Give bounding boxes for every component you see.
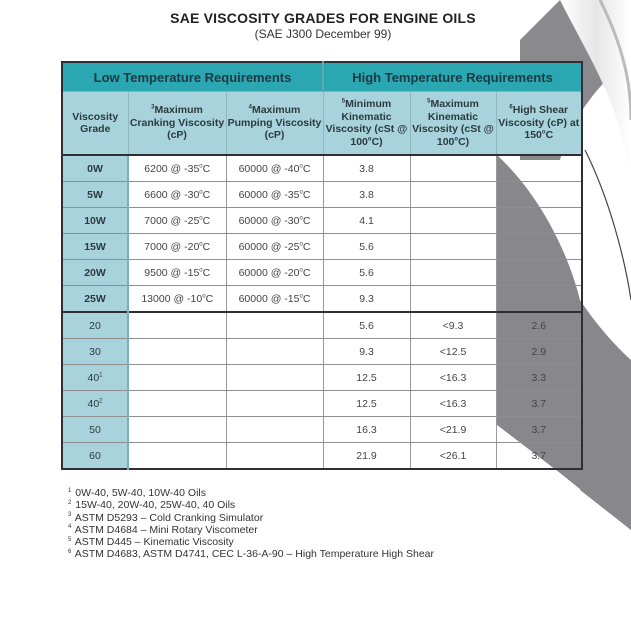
footnote-item [68, 487, 434, 499]
min-kinematic-cell: 3.8 [323, 182, 410, 208]
table-row [62, 234, 582, 260]
grade-cell [62, 365, 128, 391]
pumping-value: 60000 @ -25 [238, 240, 300, 253]
pumping-value: 60000 @ -20 [238, 266, 300, 279]
footnote-text: ASTM D4683, ASTM D4741, CEC L-36-A-90 – High Temperature High Shear [74, 548, 434, 561]
footnote-item [68, 524, 434, 536]
cranking-value: 7000 @ -25 [144, 214, 200, 227]
max-kinematic-cell [410, 234, 496, 260]
grade-value: 20 [89, 319, 101, 332]
degree-mark: o [541, 129, 546, 136]
high-shear-cell [496, 182, 582, 208]
degree-mark: o [199, 163, 203, 169]
temp-unit: C [202, 214, 211, 227]
table-row [62, 443, 582, 470]
min-kinematic-cell: 9.3 [323, 339, 410, 365]
temp-unit: C [302, 214, 311, 227]
grade-value: 30 [89, 345, 101, 358]
cranking-value: 7000 @ -20 [144, 240, 200, 253]
degree-mark: o [299, 241, 303, 247]
cranking-cell [128, 417, 226, 443]
pumping-cell [226, 365, 323, 391]
table-row [62, 155, 582, 182]
pumping-cell [226, 155, 323, 182]
high-shear-cell: 2.9 [496, 339, 582, 365]
cranking-cell [128, 155, 226, 182]
cranking-cell [128, 365, 226, 391]
footnote-marker: 1 [99, 372, 103, 378]
column-header [226, 92, 323, 156]
footnote-number: 4 [68, 524, 72, 531]
column-header-label: Maximum Kinematic Viscosity (cSt @ 100 [412, 98, 494, 148]
min-kinematic-cell: 4.1 [323, 208, 410, 234]
table-row [62, 182, 582, 208]
column-header-label: Minimum Kinematic Viscosity (cSt @ 100 [325, 98, 408, 148]
pumping-cell [226, 208, 323, 234]
pumping-cell [226, 312, 323, 339]
cranking-cell [128, 234, 226, 260]
grade-cell [62, 417, 128, 443]
column-header-label: Maximum Cranking Viscosity (cP) [129, 104, 225, 142]
degree-mark: o [299, 215, 303, 221]
column-header [62, 92, 128, 156]
high-shear-cell: 3.7 [496, 443, 582, 470]
footnote-text: ASTM D445 – Kinematic Viscosity [74, 536, 234, 549]
high-shear-cell [496, 155, 582, 182]
degree-mark: o [367, 136, 372, 142]
high-shear-cell [496, 208, 582, 234]
degree-mark: o [199, 189, 203, 195]
column-header-label: Viscosity Grade [72, 110, 119, 135]
footnote-marker: 5 [341, 98, 346, 105]
min-kinematic-cell: 16.3 [323, 417, 410, 443]
temp-unit: C [302, 292, 311, 305]
min-kinematic-cell: 12.5 [323, 365, 410, 391]
table-row [62, 286, 582, 313]
min-kinematic-cell: 5.6 [323, 312, 410, 339]
grade-cell: 10W [62, 208, 128, 234]
temp-unit: C [202, 188, 211, 201]
max-kinematic-cell: <21.9 [410, 417, 496, 443]
table-row [62, 365, 582, 391]
cranking-cell [128, 443, 226, 470]
column-header-unit: C) [458, 135, 470, 148]
cranking-value: 9500 @ -15 [144, 266, 200, 279]
table-row [62, 208, 582, 234]
high-shear-cell: 3.3 [496, 365, 582, 391]
cranking-value: 6600 @ -30 [144, 188, 200, 201]
footnote-number: 6 [68, 548, 72, 555]
min-kinematic-cell: 9.3 [323, 286, 410, 313]
pumping-value: 60000 @ -30 [238, 214, 300, 227]
degree-mark: o [454, 136, 459, 142]
degree-mark: o [199, 215, 203, 221]
high-shear-cell: 2.6 [496, 312, 582, 339]
max-kinematic-cell [410, 155, 496, 182]
footnote-number: 1 [68, 487, 72, 494]
degree-mark: o [202, 293, 206, 299]
grade-value: 40 [87, 371, 100, 384]
pumping-value: 60000 @ -15 [238, 292, 300, 305]
footnote-text: 15W-40, 20W-40, 25W-40, 40 Oils [75, 499, 236, 512]
max-kinematic-cell [410, 182, 496, 208]
pumping-cell [226, 417, 323, 443]
high-shear-cell: 3.7 [496, 391, 582, 417]
min-kinematic-cell: 5.6 [323, 260, 410, 286]
pumping-cell [226, 339, 323, 365]
column-header [410, 92, 496, 156]
column-header-unit: C [545, 129, 554, 142]
high-temperature-group-header: High Temperature Requirements [323, 62, 582, 92]
cranking-cell [128, 260, 226, 286]
max-kinematic-cell [410, 286, 496, 313]
temp-unit: C [202, 240, 211, 253]
temp-unit: C [202, 162, 211, 175]
low-temperature-group-header: Low Temperature Requirements [62, 62, 323, 92]
table-row [62, 391, 582, 417]
min-kinematic-cell: 12.5 [323, 391, 410, 417]
grade-cell: 5W [62, 182, 128, 208]
temp-unit: C [205, 292, 214, 305]
footnote-item [68, 512, 434, 524]
degree-mark: o [299, 163, 303, 169]
high-shear-cell: 3.7 [496, 417, 582, 443]
temp-unit: C [302, 266, 311, 279]
grade-cell [62, 443, 128, 470]
pumping-cell [226, 182, 323, 208]
max-kinematic-cell: <12.5 [410, 339, 496, 365]
footnote-text: 0W-40, 5W-40, 10W-40 Oils [75, 487, 206, 499]
footnote-item [68, 536, 434, 548]
cranking-cell [128, 391, 226, 417]
column-header-label: High Shear Viscosity (cP) at 150 [498, 104, 580, 142]
min-kinematic-cell: 21.9 [323, 443, 410, 470]
min-kinematic-cell: 3.8 [323, 155, 410, 182]
cranking-cell [128, 339, 226, 365]
winter-grades-section [62, 155, 582, 312]
footnote-marker: 2 [99, 398, 103, 404]
max-kinematic-cell [410, 208, 496, 234]
pumping-cell [226, 260, 323, 286]
degree-mark: o [199, 267, 203, 273]
footnote-marker: 3 [151, 104, 155, 111]
cranking-value: 13000 @ -10 [141, 292, 203, 305]
cranking-cell [128, 208, 226, 234]
temp-unit: C [202, 266, 211, 279]
column-header [323, 92, 410, 156]
temp-unit: C [302, 240, 311, 253]
pumping-value: 60000 @ -40 [238, 162, 300, 175]
cranking-value: 6200 @ -35 [144, 162, 200, 175]
max-kinematic-cell [410, 260, 496, 286]
max-kinematic-cell: <16.3 [410, 365, 496, 391]
cranking-cell [128, 312, 226, 339]
pumping-cell [226, 286, 323, 313]
high-shear-cell [496, 286, 582, 313]
footnote-number: 5 [68, 536, 72, 543]
table-row [62, 312, 582, 339]
degree-mark: o [299, 189, 303, 195]
column-header-unit: C) [371, 135, 383, 148]
grade-cell: 15W [62, 234, 128, 260]
column-header [128, 92, 226, 156]
grade-cell [62, 391, 128, 417]
temp-unit: C [302, 162, 311, 175]
table-row [62, 260, 582, 286]
max-kinematic-cell: <16.3 [410, 391, 496, 417]
max-kinematic-cell: <9.3 [410, 312, 496, 339]
min-kinematic-cell: 5.6 [323, 234, 410, 260]
footnote-text: ASTM D5293 – Cold Cranking Simulator [74, 511, 264, 524]
grade-value: 60 [89, 449, 101, 462]
table-row [62, 339, 582, 365]
cranking-cell [128, 182, 226, 208]
pumping-value: 60000 @ -35 [238, 188, 300, 201]
footnotes [68, 487, 434, 561]
footnote-item [68, 499, 434, 511]
table-row [62, 417, 582, 443]
high-shear-cell [496, 260, 582, 286]
footnote-text: ASTM D4684 – Mini Rotary Viscometer [74, 523, 258, 536]
grade-value: 50 [89, 423, 101, 436]
grade-cell: 20W [62, 260, 128, 286]
page-subtitle: (SAE J300 December 99) [254, 27, 392, 41]
grade-cell [62, 312, 128, 339]
pumping-cell [226, 443, 323, 470]
temp-unit: C [302, 188, 311, 201]
degree-mark: o [299, 293, 303, 299]
cranking-cell [128, 286, 226, 313]
footnote-marker: 5 [427, 98, 431, 105]
max-kinematic-cell: <26.1 [410, 443, 496, 470]
footnote-number: 2 [68, 499, 72, 506]
grade-value: 40 [87, 397, 100, 410]
pumping-cell [226, 234, 323, 260]
grade-cell [62, 339, 128, 365]
footnote-number: 3 [68, 512, 72, 519]
footnote-marker: 6 [509, 104, 513, 111]
high-shear-cell [496, 234, 582, 260]
footnote-marker: 4 [248, 104, 252, 111]
page-title: SAE VISCOSITY GRADES FOR ENGINE OILS [170, 10, 476, 26]
grade-cell: 25W [62, 286, 128, 313]
degree-mark: o [199, 241, 203, 247]
column-header-label: Maximum Pumping Viscosity (cP) [227, 104, 322, 142]
viscosity-grades-table [61, 61, 583, 470]
footnote-item [68, 548, 434, 560]
pumping-cell [226, 391, 323, 417]
column-header [496, 92, 582, 156]
summer-grades-section [62, 312, 582, 469]
degree-mark: o [299, 267, 303, 273]
grade-cell: 0W [62, 155, 128, 182]
